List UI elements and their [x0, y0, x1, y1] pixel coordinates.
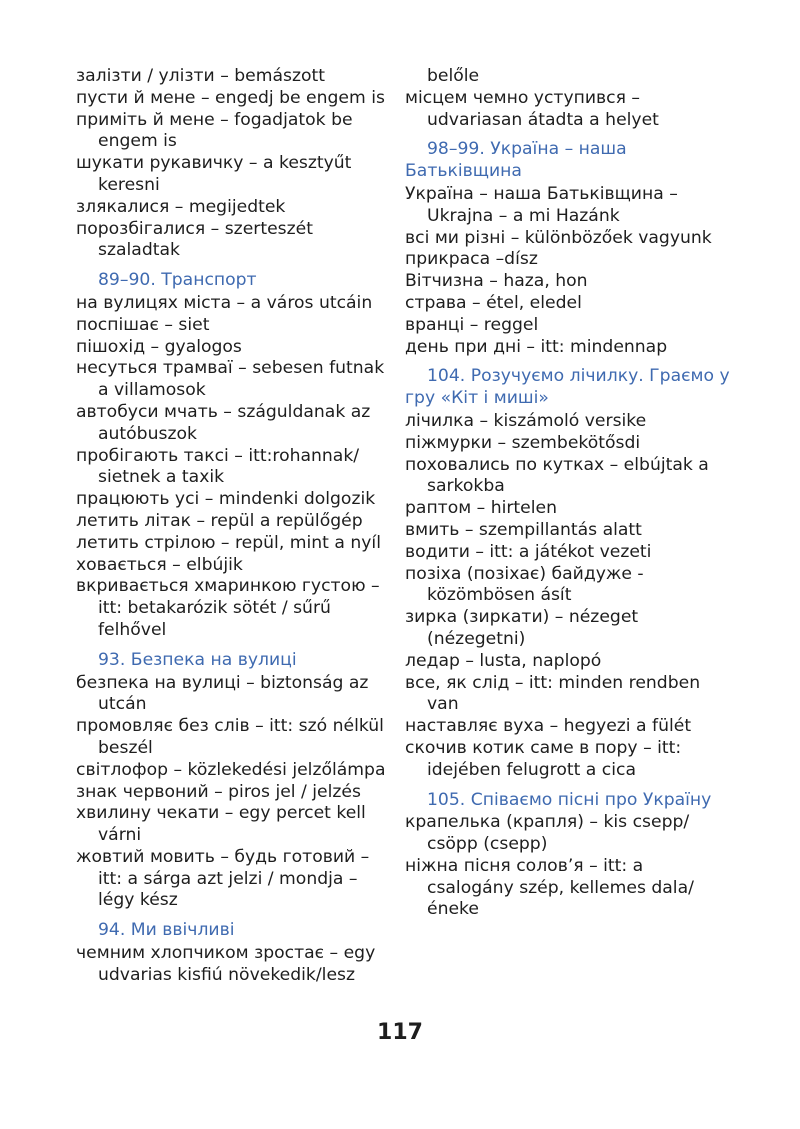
vocabulary-entry: день при дні – itt: mindennap [405, 336, 668, 357]
vocabulary-entry: Вітчизна – haza, hon [405, 271, 588, 292]
vocabulary-entry: порозбігалися – szerteszét szaladtak [76, 218, 319, 261]
vocabulary-entry: крапелька (крапля) – kis csepp/ csöpp (csepp) [405, 812, 695, 855]
vocabulary-entry: скочив котик саме в пору – itt: idejében felugrott a cica [405, 737, 687, 780]
vocabulary-entry: на вулицях міста – a város utcáin [76, 292, 373, 313]
vocabulary-entry: раптом – hirtelen [405, 498, 557, 519]
vocabulary-entry: наставляє вуха – hegyezi a fülét [405, 716, 692, 737]
vocabulary-entry: промовляє без слів – itt: szó nélkül beszél [76, 716, 390, 758]
vocabulary-entry: шукати рукавичку – a kesztyűt keresni [76, 153, 357, 195]
vocabulary-entry: всі ми різні – különbözőek vagyunk [405, 227, 712, 248]
vocabulary-entry: знак червоний – piros jel / jelzés [76, 781, 361, 802]
vocabulary-entry: приміть й мене – fogadjatok be engem is [76, 109, 359, 152]
section-heading: 93. Безпека на вулиці [98, 649, 297, 670]
vocabulary-entry: вранці – reggel [405, 314, 539, 335]
vocabulary-entry: місцем чемно уступився – udvariasan átadta a helyet [405, 87, 659, 130]
vocabulary-entry: позіха (позіхає) байдуже - közömbösen ásít [405, 563, 650, 606]
vocabulary-entry: світлофор – közlekedési jelzőlámpa [76, 759, 386, 780]
vocabulary-entry: летить літак – repül a repülőgép [76, 510, 363, 531]
section-heading: 105. Співаємо пісні про Україну [427, 789, 712, 810]
vocabulary-entry: несуться трамваї – sebesen futnak a villamosok [76, 358, 390, 401]
vocabulary-entry: жовтий мовить – будь готовий – itt: a sárga azt jelzi / mondja – légy kész [76, 846, 375, 911]
vocabulary-entry: прикраса –dísz [405, 249, 538, 270]
vocabulary-entry: хвилину чекати – egy percet kell várni [76, 803, 372, 846]
vocabulary-entry: залізти / улізти – bemászott [76, 66, 325, 86]
vocabulary-entry: безпека на вулиці – biztonság az utcán [76, 672, 374, 715]
section-heading: 98–99. Україна – наша Батьківщина [405, 139, 627, 182]
vocabulary-entry: поховались по кутках – elbújtak a sarkokba [405, 454, 715, 497]
vocabulary-entry: злякалися – megijedtek [76, 196, 286, 217]
vocabulary-entry: зирка (зиркати) – nézeget (nézegetni) [405, 607, 644, 649]
vocabulary-entry: вкривається хмаринкою густою – itt: betakarózik sötét / sűrű felhővel [76, 576, 386, 640]
entry-continuation: belőle [427, 66, 480, 86]
vocabulary-entry: поспішає – siet [76, 314, 210, 335]
vocabulary-entry: пусти й мене – engedj be engem is [76, 87, 385, 108]
vocabulary-entry: страва – étel, eledel [405, 292, 582, 313]
section-heading: 94. Ми ввічливі [98, 920, 235, 941]
vocabulary-entry: летить стрілою – repül, mint a nyíl [76, 532, 381, 553]
vocabulary-entry: автобуси мчать – száguldanak az autóbuszok [76, 401, 376, 444]
vocabulary-entry: водити – itt: a játékot vezeti [405, 541, 652, 562]
vocabulary-entry: чемним хлопчиком зростає – egy udvarias kisfiú növekedik/lesz [76, 943, 381, 985]
vocabulary-entry: пробігають таксі – itt:rohannak/ sietnek a taxik [76, 445, 365, 488]
vocabulary-entry: піжмурки – szembekötősdi [405, 432, 641, 453]
left-column [76, 66, 394, 987]
vocabulary-entry: лічилка – kiszámoló versike [405, 410, 647, 431]
section-heading: 104. Розучуємо лічилку. Граємо у гру «Кіт і миші» [405, 366, 730, 409]
right-column [405, 66, 735, 921]
vocabulary-entry: вмить – szempillantás alatt [405, 519, 642, 540]
vocabulary-entry: ніжна пісня солов’я – itt: a csalogány szép, kellemes dala/ éneke [405, 855, 700, 920]
vocabulary-entry: все, як слід – itt: minden rendben van [405, 672, 706, 715]
vocabulary-entry: ледар – lusta, naplopó [405, 650, 602, 671]
page-number: 117 [377, 1020, 423, 1045]
vocabulary-entry: ховається – elbújik [76, 554, 243, 575]
section-heading: 89–90. Транспорт [98, 270, 257, 291]
vocabulary-entry: пішохід – gyalogos [76, 336, 242, 357]
vocabulary-entry: Україна – наша Батьківщина – Ukrajna – a mi Hazánk [405, 183, 684, 226]
vocabulary-entry: працюють усі – mindenki dolgozik [76, 489, 376, 510]
